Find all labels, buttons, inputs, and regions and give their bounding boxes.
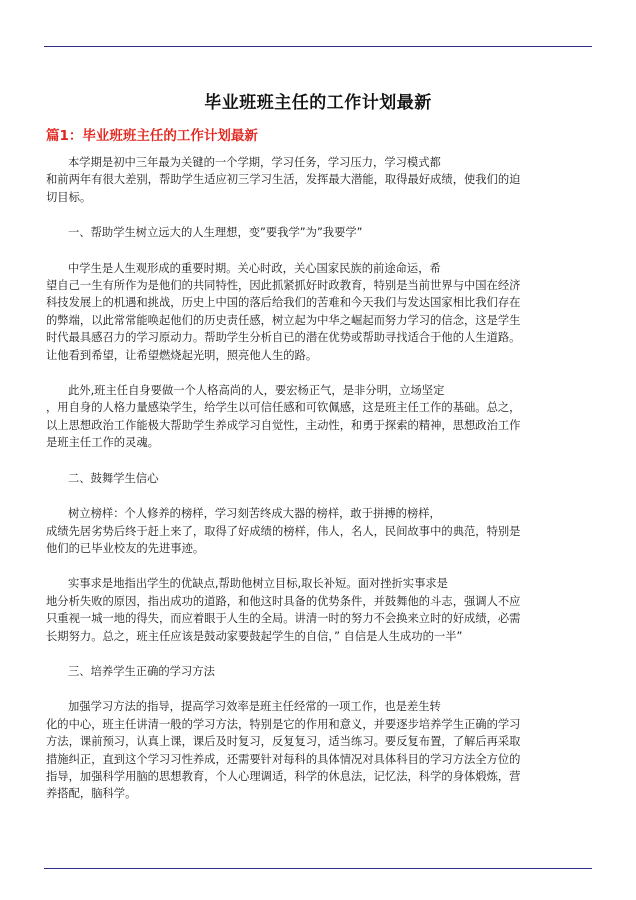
paragraph-strengths: [46, 575, 592, 645]
paragraph-ideals: [46, 260, 592, 364]
subheading-three: 三、培养学生正确的学习方法: [68, 664, 215, 678]
document-body: [46, 154, 592, 821]
text-line: 加强学习方法的指导，提高学习效率是班主任经常的一项工作，也是差生转: [68, 700, 441, 714]
paragraph-intro: [46, 154, 592, 206]
text-line: 望自己一生有所作为是他们的共同特性，因此抓紧抓好时政教育，特别是当前世界与中国在经济: [46, 279, 521, 293]
text-line: 本学期是初中三年最为关键的一个学期，学习任务，学习压力，学习模式都: [68, 156, 441, 169]
text-line: 方法，课前预习，认真上课，课后及时复习，反复复习，适当练习。要反复布置，了解后再采取: [46, 735, 521, 749]
text-line: 科技发展上的机遇和挑战，历史上中国的落后给我们的苦难和今天我们与发达国家相比我们存在: [46, 296, 521, 310]
section-heading: 篇1：毕业班班主任的工作计划最新: [46, 128, 258, 144]
text-line: 此外,班主任自身要做一个人格高尚的人，要宏杨正气，是非分明，立场坚定: [68, 384, 445, 398]
text-line: 以上思想政治工作能极大帮助学生养成学习自觉性，主动性，和勇于探索的精神，思想政治工作: [46, 418, 521, 432]
paragraph-teacher-character: [46, 382, 592, 452]
subheading-one: 一、帮助学生树立远大的人生理想，变”要我学”为”我要学”: [68, 226, 363, 240]
text-line: 指导，加强科学用脑的思想教育，个人心理调适，科学的休息法，记忆法，科学的身体煅炼，营: [46, 769, 521, 783]
footer-rule: [44, 868, 592, 869]
text-line: 切目标。: [46, 190, 92, 204]
text-line: 他们的已毕业校友的先进事迹。: [46, 541, 205, 555]
text-line: 让他看到希望，让希望燃烧起光明，照亮他人生的路。: [46, 348, 318, 362]
text-line: 养搭配，脑科学。: [46, 787, 137, 801]
text-line: 时代最具感召力的学习原动力。帮助学生分析自已的潜在优势或帮助寻找适合于他的人生道路。: [46, 331, 521, 345]
document-title: 毕业班班主任的工作计划最新: [204, 93, 432, 113]
paragraph-study-methods: [46, 698, 592, 802]
text-line: 中学生是人生观形成的重要时期。关心时政，关心国家民族的前途命运，希: [68, 261, 441, 275]
text-line: 树立榜样：个人修养的榜样，学习刻苦终成大器的榜样，敢于拼搏的榜样，: [68, 507, 441, 521]
text-line: 成绩先居劣势后终于赶上来了，取得了好成绩的榜样，伟人，名人，民间故事中的典范，特别是: [46, 524, 521, 538]
header-rule: [44, 46, 592, 47]
text-line: 的弊端，以此常常能唤起他们的历史责任感，树立起为中华之崛起而努力学习的信念，这是学生: [46, 313, 521, 327]
text-line: ，用自身的人格力量感染学生，给学生以可信任感和可钦佩感，这是班主任工作的基础。总之，: [46, 401, 521, 415]
paragraph-role-models: [46, 505, 592, 557]
text-line: 措施纠正，直到这个学习习性养成，还需要针对每科的具体情况对具体科目的学习方法全方位的: [46, 752, 521, 766]
subheading-two: 二、鼓舞学生信心: [68, 471, 159, 485]
text-line: 只重视一城一地的得失，而应着眼于人生的全局。讲清一时的努力不会换来立时的好成绩，必需: [46, 612, 521, 626]
text-line: 地分析失败的原因，指出成功的道路，和他这时具备的优势条件，并鼓舞他的斗志，强调人不应: [46, 594, 521, 608]
text-line: 实事求是地指出学生的优缺点,帮助他树立目标,取长补短。面对挫折实事求是: [68, 577, 448, 591]
text-line: 和前两年有很大差别，帮助学生适应初三学习生活，发挥最大潜能，取得最好成绩，使我们的迫: [46, 173, 521, 187]
text-line: 化的中心，班主任讲清一般的学习方法，特别是它的作用和意义，并要逐步培养学生正确的学习: [46, 717, 521, 731]
text-line: 长期努力。总之，班主任应该是鼓动家要鼓起学生的自信，” 自信是人生成功的一半”: [46, 629, 463, 643]
text-line: 是班主任工作的灵魂。: [46, 436, 159, 450]
